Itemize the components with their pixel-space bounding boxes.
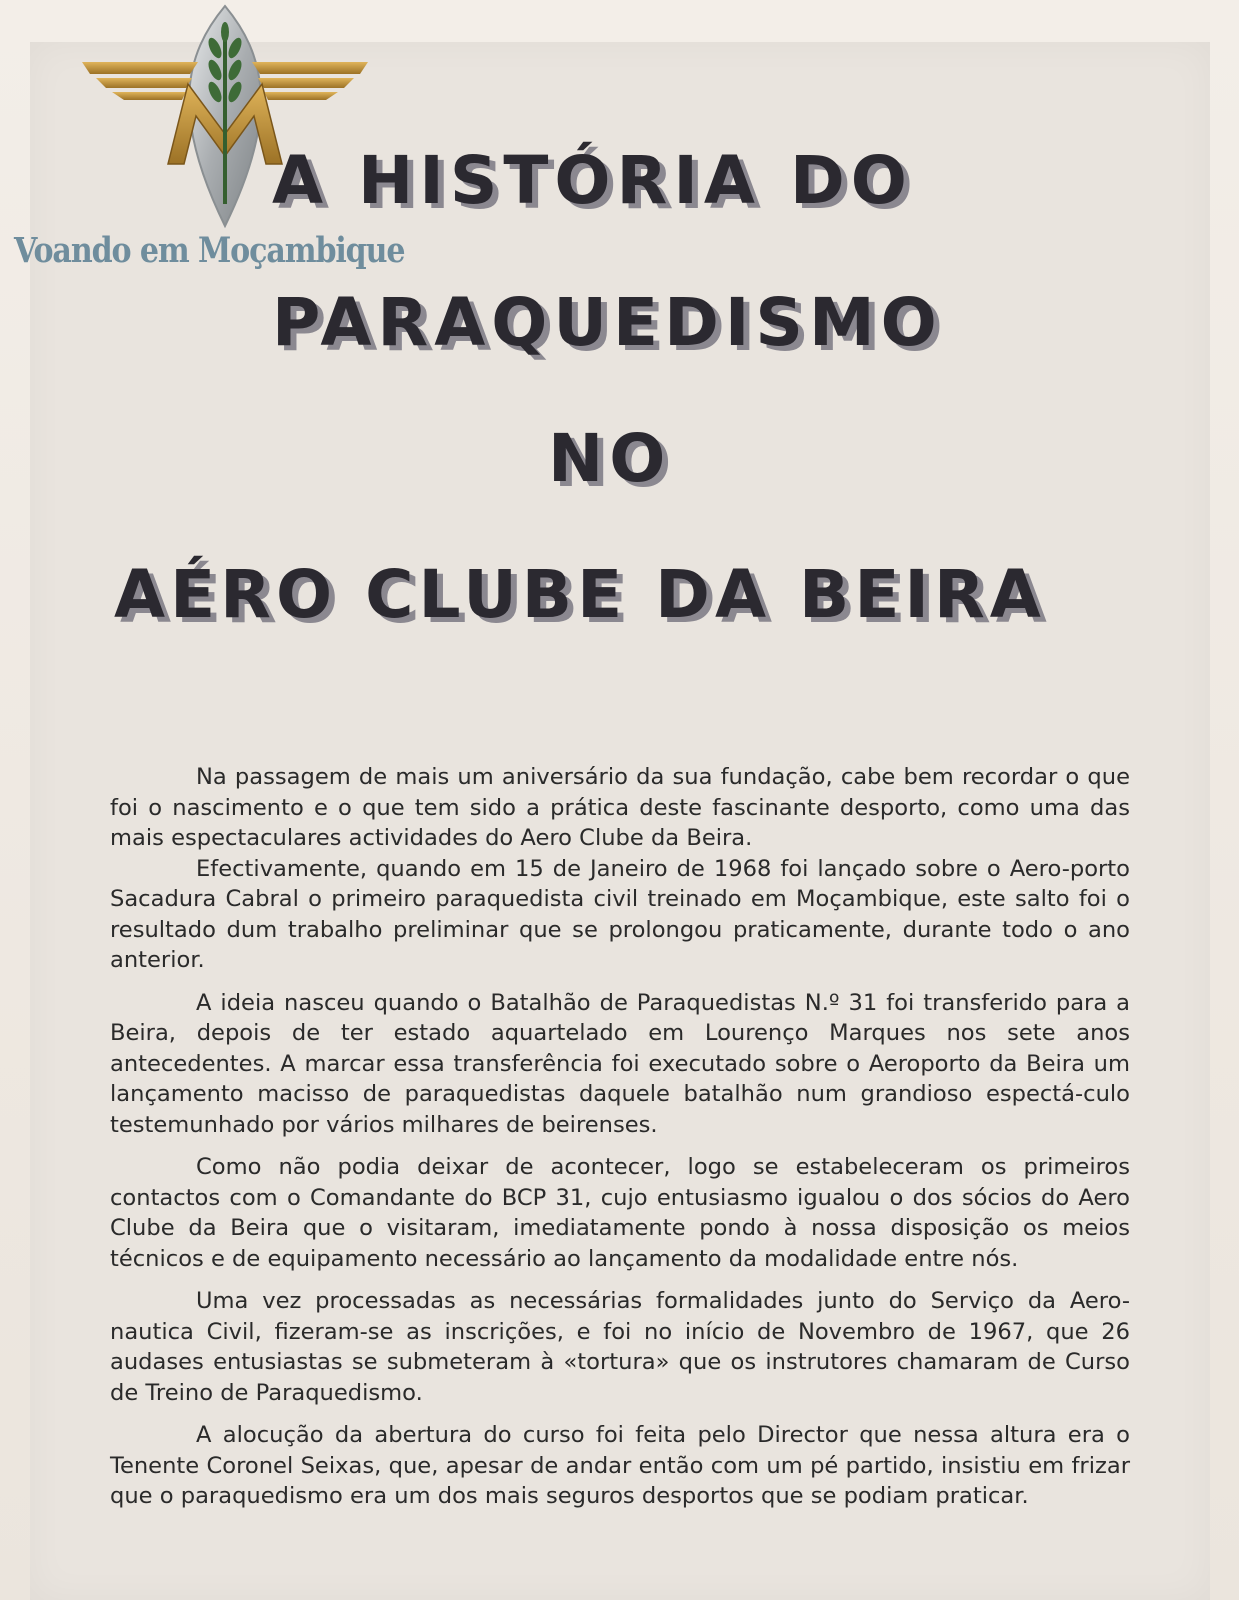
paragraph-2: Efectivamente, quando em 15 de Janeiro de 1968 foi lançado sobre o Aero-porto Sacadura Cabral o primeiro paraquedista civil treinado em Moçambique, este salto foi o resultado dum trabalho preliminar que se prolongou praticamente, durante todo o ano anterior. [110,855,1130,973]
title-line-2: PARAQUEDISMO [272,284,943,361]
paragraph-3: A ideia nasceu quando o Batalhão de Paraquedistas N.º 31 foi transferido para a Beira, depois de ter estado aquartelado em Lourenço Marques nos sete anos antecedentes. A marcar essa transferência foi executado sobre o Aeroporto da Beira um lançamento macisso de paraquedistas daquele batalhão num grandioso espectá-culo testemunhado por vários milhares de beirenses. [110,989,1130,1138]
article-body [110,762,1130,1512]
title-line-4: AÉRO CLUBE DA BEIRA [114,556,1046,633]
paragraph-1: Na passagem de mais um aniversário da sua fundação, cabe bem recordar o que foi o nascimento e o que tem sido a prática deste fascinante desporto, como uma das mais espectaculares actividades do Aero Clube da Beira. [110,764,1130,851]
paragraph-4: Como não podia deixar de acontecer, logo se estabeleceram os primeiros contactos com o Comandante do BCP 31, cujo entusiasmo igualou o dos sócios do Aero Clube da Beira que o visitaram, imediatamente pondo à nossa disposição os meios técnicos e de equipamento necessário ao lançamento da modalidade entre nós. [110,1154,1130,1272]
title-line-1: A HISTÓRIA DO [272,142,913,219]
paragraph-6: A alocução da abertura do curso foi feita pelo Director que nessa altura era o Tenente Coronel Seixas, que, apesar de andar então com um pé partido, insistiu em frizar que o paraquedismo era um dos mais seguros desportos que se podiam praticar. [110,1422,1130,1509]
paragraph-5: Uma vez processadas as necessárias formalidades junto do Serviço da Aero-nautica Civil, fizeram-se as inscrições, e foi no início de Novembro de 1967, que 26 audases entusiastas se submeteram à «tortura» que os instrutores chamaram de Curso de Treino de Paraquedismo. [110,1288,1130,1406]
logo-caption: Voando em Moçambique [14,230,405,271]
title-line-3: NO [548,420,672,497]
